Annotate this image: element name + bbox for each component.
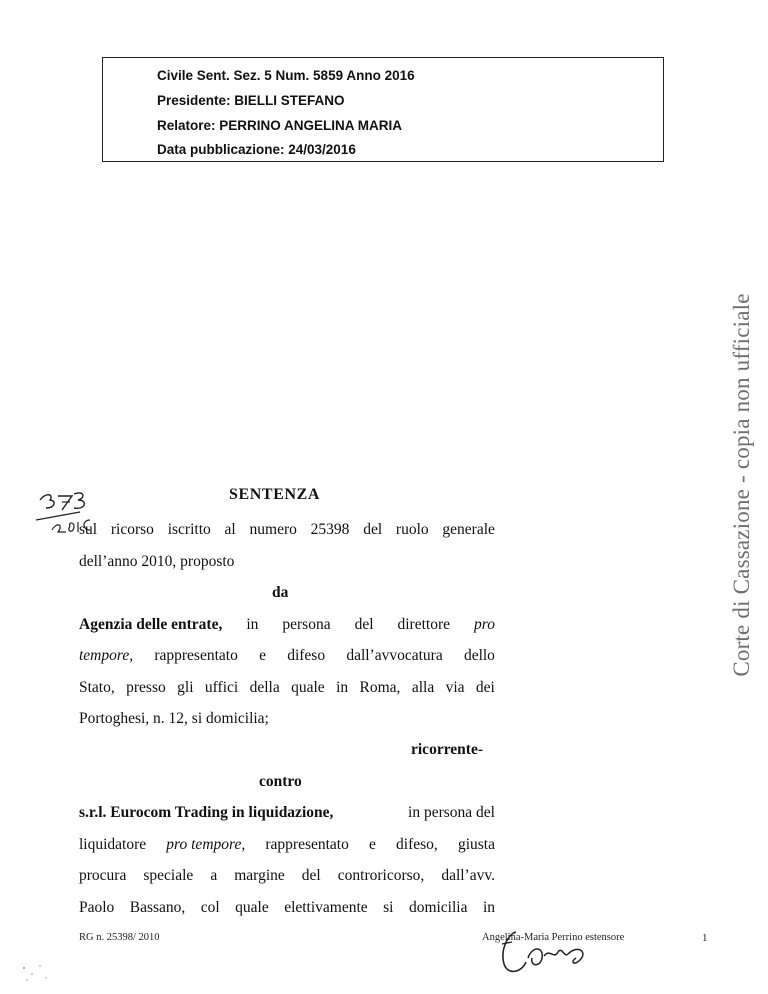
party2-line-4 [79, 899, 495, 917]
party1-line-4: Portoghesi, n. 12, si domicilia; [79, 710, 269, 727]
word: dei [475, 679, 495, 696]
word: difeso [287, 647, 326, 664]
word: alla [411, 679, 435, 696]
word: rappresentato [265, 836, 349, 853]
header-line-section: Civile Sent. Sez. 5 Num. 5859 Anno 2016 [157, 68, 415, 83]
word: numero [249, 521, 297, 538]
word: Stato, [79, 679, 115, 696]
word: quale [235, 899, 269, 916]
signature-caption: Angelina-Maria Perrino estensore [482, 932, 625, 943]
word: 25398 [310, 521, 350, 538]
word: rappresentato [154, 647, 238, 664]
word: in [482, 899, 495, 916]
word: dall’avvocatura [346, 647, 443, 664]
ricorrente-label: ricorrente- [411, 741, 483, 758]
word: presso [126, 679, 166, 696]
word: della [249, 679, 280, 696]
header-line-rapporteur: Relatore: PERRINO ANGELINA MARIA [157, 118, 403, 133]
page-number: 1 [702, 932, 708, 944]
scan-speckles [18, 958, 58, 988]
word: via [445, 679, 465, 696]
header-box [102, 57, 664, 162]
header-line-president: Presidente: BIELLI STEFANO [157, 93, 345, 108]
word: margine [234, 867, 285, 884]
party1-line-3 [79, 679, 495, 697]
word: Paolo [79, 899, 115, 916]
word: controricorso, [337, 867, 425, 884]
party2-line-2 [79, 836, 495, 854]
word: domicilia [408, 899, 468, 916]
word: giusta [457, 836, 495, 853]
party1-line-2 [79, 647, 495, 665]
da-label: da [272, 584, 289, 601]
word: in persona del [408, 804, 495, 821]
intro-line-2: dell’anno 2010, proposto [79, 553, 235, 570]
word: direttore [397, 616, 450, 633]
header-line-publication-date: Data pubblicazione: 24/03/2016 [157, 142, 356, 157]
word: e [259, 647, 266, 664]
word: e [369, 836, 376, 853]
party2-line-3 [79, 867, 495, 885]
document-title: SENTENZA [229, 486, 321, 503]
word: in [246, 616, 259, 633]
word: in [336, 679, 349, 696]
word: speciale [143, 867, 194, 884]
contro-label: contro [259, 773, 302, 790]
word: ruolo [395, 521, 429, 538]
word: pro [473, 616, 495, 633]
word: del [354, 616, 374, 633]
intro-line-1 [79, 521, 495, 539]
word: dall’avv. [441, 867, 495, 884]
word: si [383, 899, 394, 916]
word: Roma, [359, 679, 401, 696]
word: elettivamente [284, 899, 368, 916]
word: persona [282, 616, 331, 633]
word: generale [442, 521, 495, 538]
word: difeso, [396, 836, 438, 853]
word: del [363, 521, 383, 538]
case-reference: RG n. 25398/ 2010 [79, 932, 160, 943]
word: a [210, 867, 218, 884]
word: gli [177, 679, 194, 696]
party2-line-1 [79, 804, 495, 822]
word: del [301, 867, 321, 884]
word: quale [291, 679, 325, 696]
word: procura [79, 867, 127, 884]
word: col [200, 899, 220, 916]
word: uffici [204, 679, 239, 696]
party2-name: s.r.l. Eurocom Trading in liquidazione, [79, 804, 334, 821]
watermark: Corte di Cassazione - copia non ufficiale [729, 293, 754, 677]
word: tempore, [79, 647, 134, 664]
word: liquidatore [79, 836, 147, 853]
party1-name: Agenzia delle entrate, [79, 616, 223, 633]
word: al [224, 521, 236, 538]
word: pro tempore, [166, 836, 246, 853]
signature-icon [488, 928, 598, 980]
word: Bassano, [129, 899, 186, 916]
word: ricorso [110, 521, 154, 538]
party1-line-1 [79, 616, 495, 634]
word: sul [79, 521, 98, 538]
word: iscritto [167, 521, 211, 538]
word: dello [463, 647, 495, 664]
